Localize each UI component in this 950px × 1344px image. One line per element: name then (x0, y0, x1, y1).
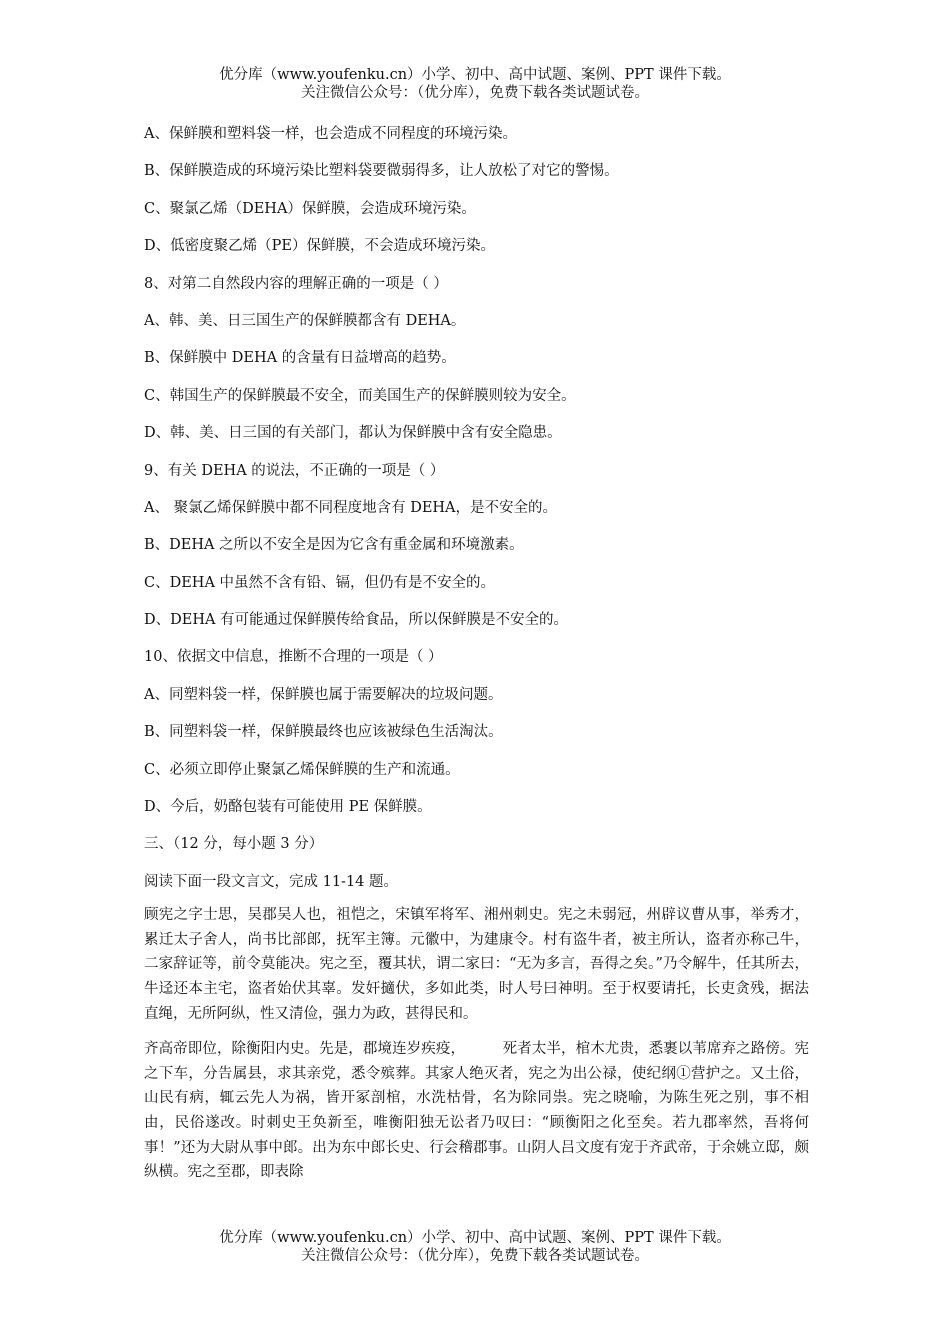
option-line: B、DEHA 之所以不安全是因为它含有重金属和环境激素。 (144, 537, 524, 554)
question-8: 8、对第二自然段内容的理解正确的一项是（ ） (144, 275, 448, 292)
question-10: 10、依据文中信息，推断不合理的一项是（ ） (144, 649, 443, 666)
page-header (0, 66, 950, 102)
option-line: B、同塑料袋一样，保鲜膜最终也应该被绿色生活淘汰。 (144, 724, 503, 741)
classical-passage-paragraph-2: 齐高帝即位，除衡阳内史。先是，郡境连岁疾疫， 死者太半，棺木尤贵，悉裹以苇席弃之路傍。宪之下车，分告属县，求其亲党，悉令殡葬。其家人绝灭者，宪之为出公禄，使纪纲①营护之。又土俗，山民有病，辄云先人为祸，皆开冢剖棺，水洗枯骨，名为除同祟。宪之晓喻，为陈生死之别，事不相由，民俗遂改。时刺史王奂新至，唯衡阳独无讼者乃叹曰：“顾衡阳之化至矣。若九郡率然，吾将何事！”还为大尉从事中郎。出为东中郎长史、行会稽郡事。山阴人吕文度有宠于齐武帝，于余姚立邸，颇纵横。宪之至郡，即表除 (144, 1041, 809, 1181)
header-line-2: 关注微信公众号：（优分库），免费下载各类试题试卷。 (301, 85, 649, 101)
option-line: D、DEHA 有可能通过保鲜膜传给食品，所以保鲜膜是不安全的。 (144, 612, 569, 629)
header-line-1: 优分库（www.youfenku.cn）小学、初中、高中试题、案例、PPT 课件下载。 (219, 67, 731, 83)
option-line: A、韩、美、日三国生产的保鲜膜都含有 DEHA。 (144, 312, 466, 329)
option-line: C、DEHA 中虽然不含有铅、镉，但仍有是不安全的。 (144, 574, 496, 591)
page-footer (0, 1229, 950, 1265)
question-9: 9、有关 DEHA 的说法，不正确的一项是（ ） (144, 462, 445, 479)
section-heading: 三、（12 分，每小题 3 分） (144, 836, 324, 853)
option-line: A、同塑料袋一样，保鲜膜也属于需要解决的垃圾问题。 (144, 686, 503, 703)
reading-instruction: 阅读下面一段文言文，完成 11-14 题。 (144, 873, 399, 890)
option-line: C、必须立即停止聚氯乙烯保鲜膜的生产和流通。 (144, 761, 460, 778)
option-line: B、保鲜膜中 DEHA 的含量有日益增高的趋势。 (144, 350, 456, 367)
option-line: A、保鲜膜和塑料袋一样，也会造成不同程度的环境污染。 (144, 126, 517, 142)
option-line: C、韩国生产的保鲜膜最不安全，而美国生产的保鲜膜则较为安全。 (144, 387, 576, 404)
document-body (144, 124, 809, 1196)
option-line: C、聚氯乙烯（DEHA）保鲜膜，会造成环境污染。 (144, 200, 476, 217)
option-line: B、保鲜膜造成的环境污染比塑料袋要微弱得多，让人放松了对它的警惕。 (144, 163, 619, 180)
option-line: A、 聚氯乙烯保鲜膜中都不同程度地含有 DEHA，是不安全的。 (144, 499, 558, 516)
option-line: D、韩、美、日三国的有关部门，都认为保鲜膜中含有安全隐患。 (144, 425, 562, 442)
footer-line-2: 关注微信公众号：（优分库），免费下载各类试题试卷。 (301, 1248, 649, 1264)
classical-passage-paragraph-1: 顾宪之字士思，吴郡吴人也，祖恺之，宋镇军将军、湘州刺史。宪之未弱冠，州辟议曹从事，举秀才，累迁太子舍人，尚书比部郎，抚军主簿。元徽中，为建康令。村有盗牛者，被主所认，盗者亦称己牛，二家辞证等，前令莫能决。宪之至，覆其状，谓二家曰：“无为多言，吾得之矣。”乃令解牛，任其所去，牛迳还本主宅，盗者始伏其辜。发奸擿伏，多如此类，时人号曰神明。至于权要请托，长吏贪残，据法直绳，无所阿纵，性又清俭，强力为政，甚得民和。 (144, 907, 809, 1022)
option-line: D、今后，奶酪包装有可能使用 PE 保鲜膜。 (144, 799, 432, 816)
footer-line-1: 优分库（www.youfenku.cn）小学、初中、高中试题、案例、PPT 课件下载。 (219, 1230, 731, 1246)
option-line: D、低密度聚乙烯（PE）保鲜膜，不会造成环境污染。 (144, 238, 495, 255)
